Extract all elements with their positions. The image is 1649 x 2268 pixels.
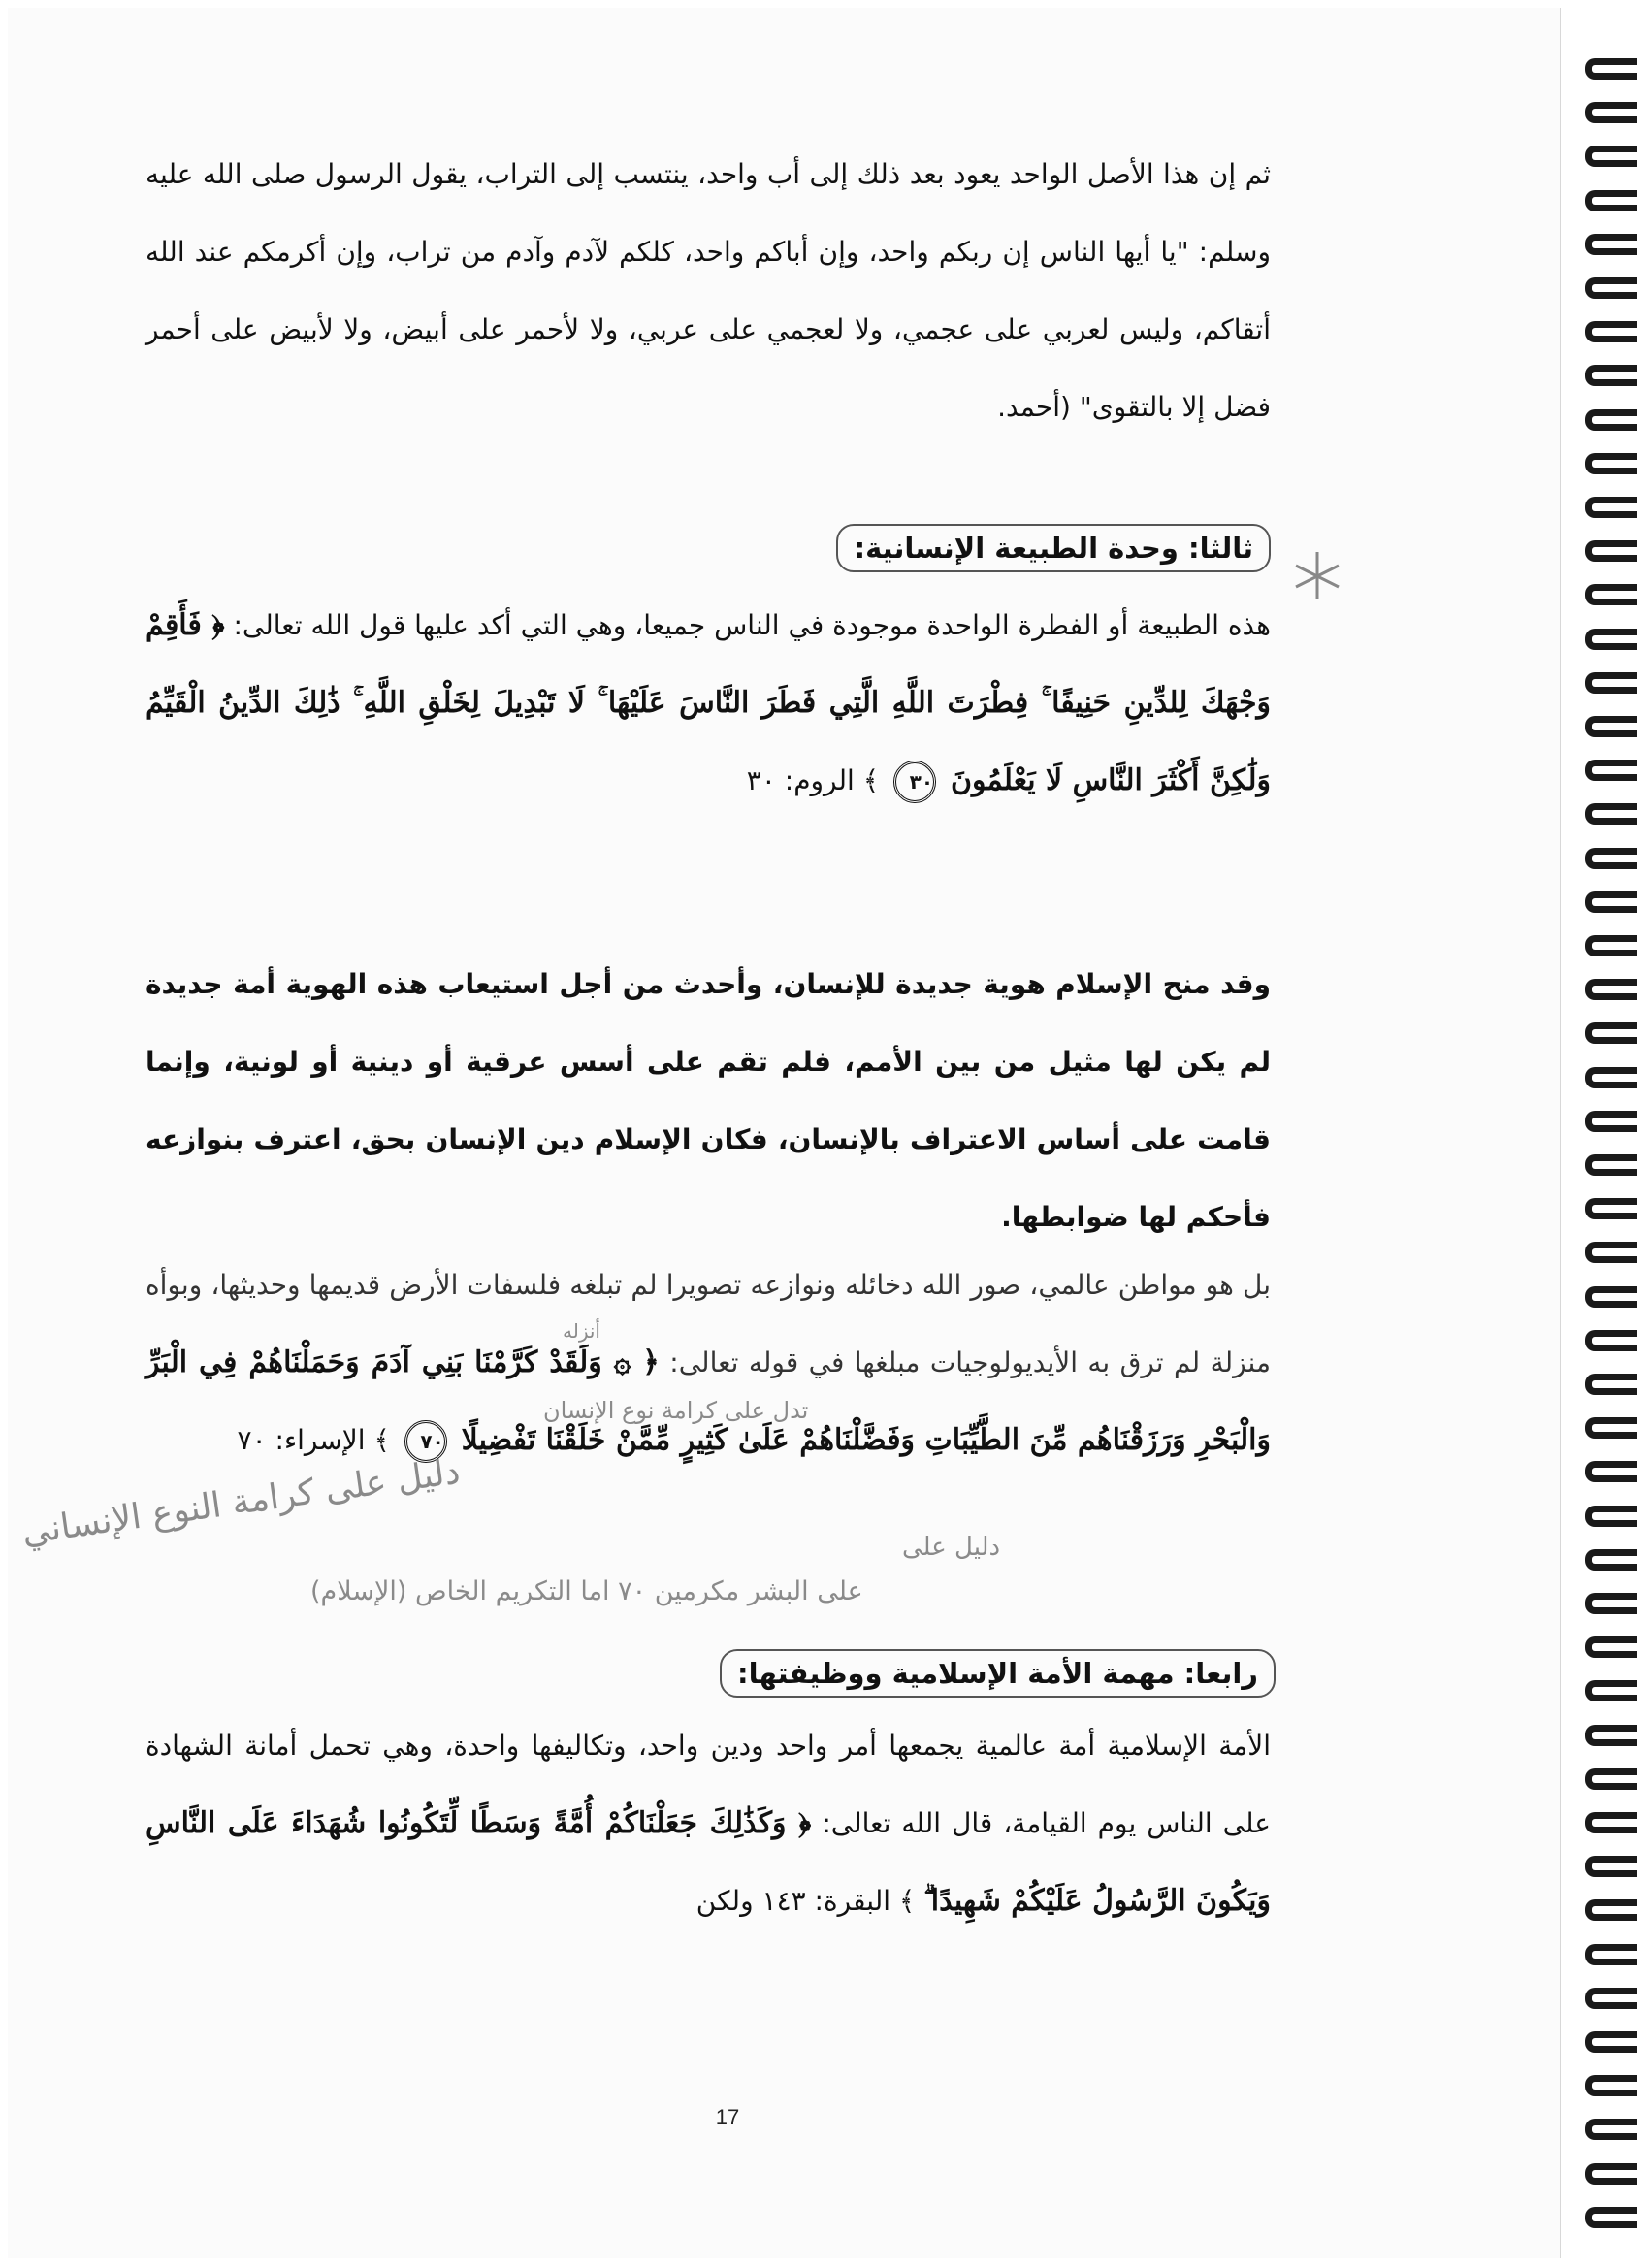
- verse-citation-rum: ﴾ الروم: ٣٠: [746, 764, 880, 796]
- binding-ring: [1585, 672, 1637, 694]
- binding-ring: [1585, 1988, 1637, 2009]
- binding-ring: [1585, 1330, 1637, 1351]
- binding-ring: [1585, 2031, 1637, 2053]
- binding-ring: [1585, 146, 1637, 167]
- paragraph-3-text: وقد منح الإسلام هوية جديدة للإنسان، وأحدث من أجل استيعاب هذه الهوية أمة جديدة لم يكن لها مثيل من بين الأمم، فلم تقم على أسس عرقية أو دينية أو لونية، وإنما قامت على أساس الاعتراف بالإنسان، فكان الإسلام دين الإنسان بحق، اعترف بنوازعه فأحكم لها ضوابطها.: [146, 968, 1271, 1233]
- handwritten-note-under-verse-1: دليل على: [902, 1533, 1001, 1562]
- binding-ring: [1585, 1286, 1637, 1308]
- handwritten-note-between-lines: تدل على كرامة نوع الإنسان: [543, 1397, 809, 1424]
- binding-ring: [1585, 1768, 1637, 1790]
- paragraph-1: [146, 136, 1271, 446]
- binding-ring: [1585, 1856, 1637, 1877]
- quran-verse-rum: ﴿ فَأَقِمْ وَجْهَكَ لِلدِّينِ حَنِيفًا ۚ فِطْرَتَ اللَّهِ الَّتِي فَطَرَ النَّاسَ عَلَيْهَا ۚ لَا تَبْدِيلَ لِخَلْقِ اللَّهِ ۚ ذَٰلِكَ الدِّينُ الْقَيِّمُ وَلَٰكِنَّ أَكْثَرَ النَّاسِ لَا يَعْلَمُونَ: [146, 608, 1271, 797]
- binding-ring: [1585, 365, 1637, 386]
- binding-ring: [1585, 1067, 1637, 1088]
- binding-ring: [1585, 1374, 1637, 1395]
- ayah-number-marker: ٣٠: [893, 761, 936, 803]
- binding-ring: [1585, 321, 1637, 342]
- binding-ring: [1585, 1417, 1637, 1439]
- section-heading-4: [720, 1649, 1276, 1698]
- binding-ring: [1585, 891, 1637, 913]
- paragraph-4: [146, 1247, 1271, 1479]
- binding-ring: [1585, 979, 1637, 1000]
- binding-ring: [1585, 1636, 1637, 1658]
- handwritten-note-margin: دليل على كرامة النوع الإنساني: [19, 1451, 463, 1553]
- paragraph-1-text: ثم إن هذا الأصل الواحد يعود بعد ذلك إلى أب واحد، ينتسب إلى التراب، يقول الرسول صلى الله عليه وسلم: "يا أيها الناس إن ربكم واحد، وإن أباكم واحد، كلكم لآدم وآدم من تراب، وإن أكرمكم عند الله أتقاكم، وليس لعربي على عجمي، ولا لعجمي على عربي، ولا لأحمر على أبيض، ولا لأبيض على أحمر فضل إلا بالتقوى" (أحمد.: [146, 158, 1271, 423]
- binding-ring: [1585, 190, 1637, 211]
- binding-ring: [1585, 1154, 1637, 1176]
- handwritten-note-above-line: أنزله: [563, 1319, 600, 1343]
- paragraph-2-intro: هذه الطبيعة أو الفطرة الواحدة موجودة في الناس جميعا، وهي التي أكد عليها قول الله تعالى:: [233, 609, 1271, 641]
- section-heading-3: [836, 524, 1271, 572]
- binding-ring: [1585, 760, 1637, 781]
- binding-ring: [1585, 584, 1637, 605]
- binding-ring: [1585, 1680, 1637, 1701]
- binding-ring: [1585, 540, 1637, 562]
- quran-verse-baqara: ﴿ وَكَذَٰلِكَ جَعَلْنَاكُمْ أُمَّةً وَسَطًا لِّتَكُونُوا شُهَدَاءَ عَلَى النَّاسِ وَيَكُونَ الرَّسُولُ عَلَيْكُمْ شَهِيدًا ۗ: [146, 1806, 1271, 1918]
- binding-ring: [1585, 1198, 1637, 1219]
- handwritten-note-under-verse-2: على البشر مكرمين ٧٠ اما التكريم الخاص (الإسلام): [310, 1576, 863, 1606]
- binding-ring: [1585, 629, 1637, 650]
- spiral-binding: [1571, 58, 1649, 2260]
- paragraph-5-intro: الأمة الإسلامية أمة عالمية يجمعها أمر واحد ودين واحد، وتكاليفها واحدة، وهي تحمل أمانة الشهادة على الناس يوم القيامة، قال الله تعالى:: [146, 1730, 1272, 1839]
- binding-ring: [1585, 1461, 1637, 1482]
- binding-ring: [1585, 1899, 1637, 1921]
- star-mark-icon: [1290, 548, 1344, 602]
- binding-ring: [1585, 1242, 1637, 1263]
- binding-ring: [1585, 409, 1637, 431]
- paragraph-3: [146, 946, 1271, 1256]
- verse-citation-baqara: ﴾ البقرة: ١٤٣: [761, 1885, 916, 1917]
- binding-ring: [1585, 935, 1637, 956]
- binding-ring: [1585, 497, 1637, 518]
- binding-ring: [1585, 803, 1637, 825]
- binding-ring: [1585, 716, 1637, 737]
- binding-ring: [1585, 1812, 1637, 1833]
- binding-ring: [1585, 1549, 1637, 1571]
- binding-ring: [1585, 58, 1637, 80]
- binding-ring: [1585, 2163, 1637, 2185]
- section-heading-4-text: رابعا: مهمة الأمة الإسلامية ووظيفتها:: [737, 1657, 1258, 1690]
- paragraph-5: [146, 1707, 1271, 1940]
- section-heading-3-text: ثالثا: وحدة الطبيعة الإنسانية:: [854, 532, 1253, 565]
- binding-ring: [1585, 277, 1637, 299]
- verse-citation-isra: ﴾ الإسراء: ٧٠: [237, 1424, 390, 1456]
- paragraph-4-intro: بل هو مواطن عالمي، صور الله دخائله ونوازعه تصويرا لم تبلغه فلسفات الأرض قديمها وحديثها، وبوأه منزلة لم ترق به الأيديولوجيات مبلغها في قوله تعالى:: [146, 1269, 1272, 1378]
- paragraph-2: [146, 587, 1271, 820]
- binding-ring: [1585, 1593, 1637, 1614]
- binding-ring: [1585, 1944, 1637, 1965]
- binding-ring: [1585, 102, 1637, 123]
- binding-ring: [1585, 1506, 1637, 1527]
- binding-ring: [1585, 1022, 1637, 1044]
- page-number: 17: [715, 2105, 740, 2129]
- binding-ring: [1585, 453, 1637, 474]
- binding-ring: [1585, 1111, 1637, 1132]
- binding-ring: [1585, 2119, 1637, 2140]
- binding-ring: [1585, 848, 1637, 869]
- binding-ring: [1585, 234, 1637, 255]
- quran-verse-isra: ﴿ ۞ وَلَقَدْ كَرَّمْنَا بَنِي آدَمَ وَحَمَلْنَاهُمْ فِي الْبَرِّ وَالْبَحْرِ وَرَزَقْنَاهُم مِّنَ الطَّيِّبَاتِ وَفَضَّلْنَاهُمْ عَلَىٰ كَثِيرٍ مِّمَّنْ خَلَقْنَا تَفْضِيلًا: [146, 1345, 1271, 1457]
- binding-ring: [1585, 2207, 1637, 2228]
- binding-ring: [1585, 1725, 1637, 1746]
- binding-ring: [1585, 2075, 1637, 2096]
- ayah-number-marker: ٧٠: [404, 1420, 447, 1463]
- paragraph-5-continuation: ولكن: [695, 1885, 754, 1917]
